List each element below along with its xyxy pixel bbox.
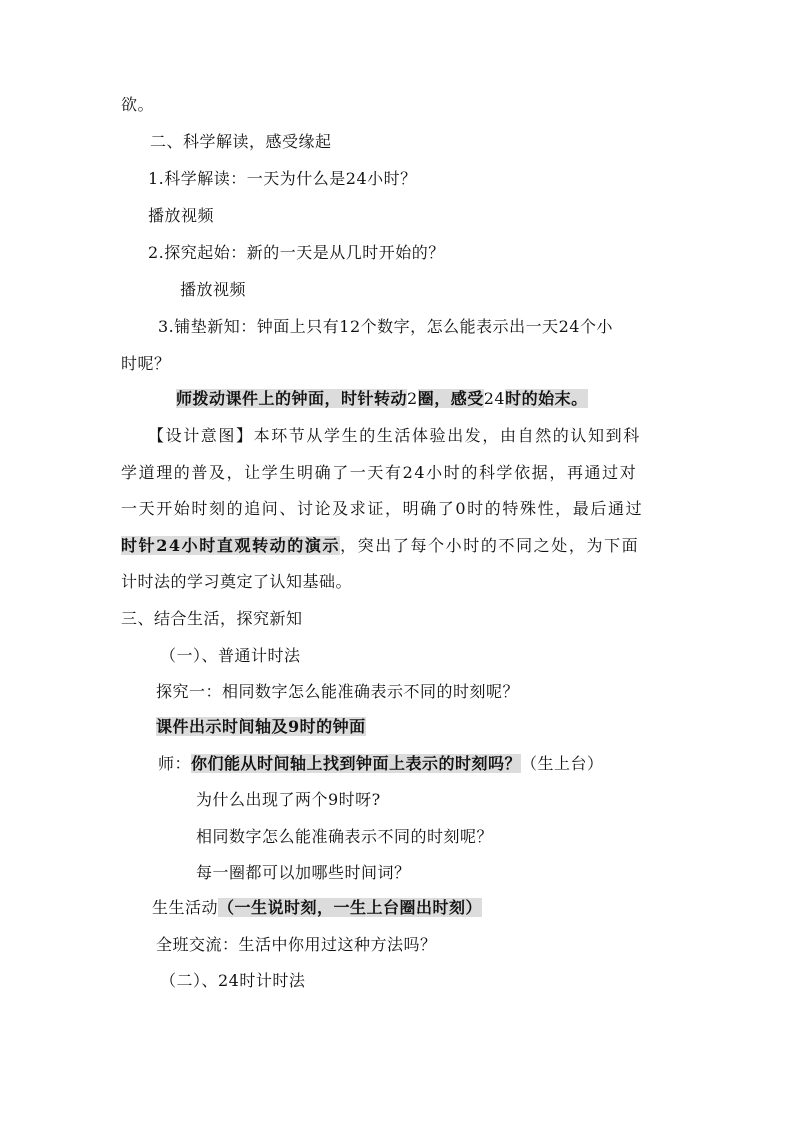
design-intent-label: 【设计意图】 <box>148 426 254 445</box>
plain-text: （生上台） <box>521 754 604 773</box>
text-line <box>121 535 639 557</box>
plain-text: 本环节从学生的生活体验出发，由自然的认知到科 <box>253 426 641 445</box>
highlight-text: 你们能从时间轴上找到钟面上表示的时刻吗？ <box>191 754 522 773</box>
highlight-text: 时针24小时直观转动的演示 <box>121 536 341 555</box>
section-heading: 三、结合生活，探究新知 <box>121 609 303 628</box>
text-line: 播放视频 <box>180 280 247 299</box>
plain-text: 2 <box>407 389 418 408</box>
text-line: 学道理的普及，让学生明确了一天有24小时的科学依据，再通过对 <box>121 463 638 482</box>
plain-text: 生生活动 <box>152 898 219 917</box>
section-heading: 二、科学解读，感受缘起 <box>150 132 332 151</box>
text-line: 2.探究起始：新的一天是从几时开始的？ <box>148 243 445 262</box>
highlighted-line <box>176 388 588 410</box>
text-line: 相同数字怎么能准确表示不同的时刻呢？ <box>196 827 494 846</box>
subsection-heading: （二）、24时计时法 <box>160 971 306 990</box>
text-line: 3.铺垫新知：钟面上只有12个数字，怎么能表示出一天24个小 <box>158 317 613 336</box>
text-line: 计时法的学习奠定了认知基础。 <box>121 572 353 591</box>
text-line: 播放视频 <box>148 206 215 225</box>
speaker-label: 师： <box>158 754 192 773</box>
text-line: 每一圈都可以加哪些时间词？ <box>196 863 411 882</box>
text-line <box>152 897 482 919</box>
text-line: 为什么出现了两个9时呀? <box>196 790 381 809</box>
plain-text: ，突出了每个小时的不同之处，为下面 <box>340 536 640 555</box>
highlight-text: 时的始末。 <box>505 389 588 408</box>
highlight-text: 圈，感受 <box>417 389 484 408</box>
highlighted-line <box>156 716 366 738</box>
highlight-text: 课件出示时间轴及9时的钟面 <box>156 717 366 736</box>
text-line: 全班交流：生活中你用过这种方法吗？ <box>156 935 437 954</box>
text-line <box>158 753 604 775</box>
subsection-heading: （一）、普通计时法 <box>160 646 301 665</box>
highlight-text: （一生说时刻，一生上台圈出时刻） <box>218 898 483 917</box>
text-line: 1.科学解读：一天为什么是24小时？ <box>148 169 417 188</box>
text-line: 探究一：相同数字怎么能准确表示不同的时刻呢？ <box>156 682 520 701</box>
design-intent-line <box>148 425 641 447</box>
text-line: 一天开始时刻的追问、讨论及求证，明确了0时的特殊性，最后通过 <box>121 499 644 518</box>
text-line: 欲。 <box>121 95 155 114</box>
highlight-text: 师拨动课件上的钟面，时针转动 <box>176 389 408 408</box>
text-line: 时呢？ <box>121 354 171 373</box>
plain-text: 24 <box>483 389 506 408</box>
